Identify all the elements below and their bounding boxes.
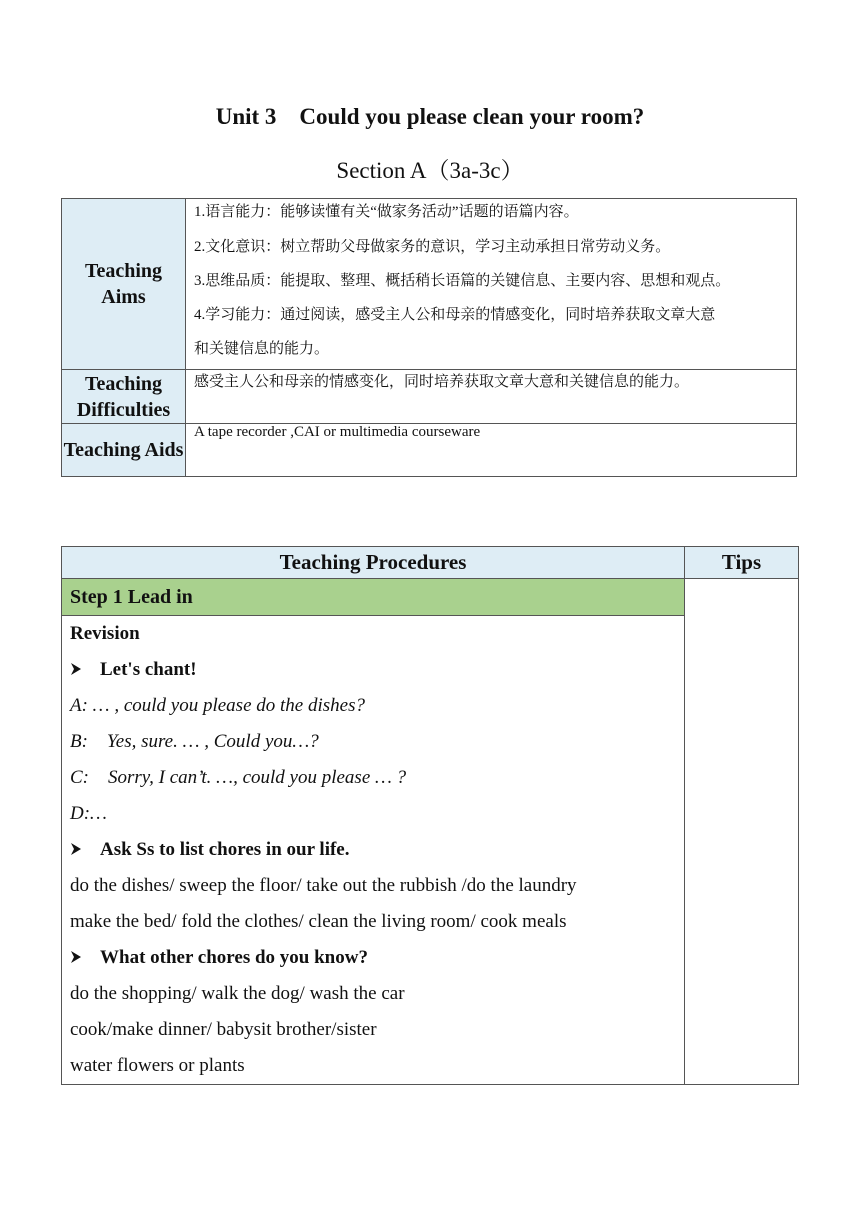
other-chores-line: do the shopping/ walk the dog/ wash the car xyxy=(70,983,405,1004)
aim-item: 2.文化意识：树立帮助父母做家务的意识，学习主动承担日常劳动义务。 xyxy=(194,239,671,255)
aims-row xyxy=(62,199,797,370)
chores-list-line: make the bed/ fold the clothes/ clean the living room/ cook meals xyxy=(70,911,567,932)
tips-cell xyxy=(685,579,799,1085)
chant-heading: Let's chant! xyxy=(100,659,197,680)
arrow-bullet-icon xyxy=(70,652,100,688)
step-row xyxy=(62,579,799,616)
step-title: Step 1 Lead in xyxy=(62,579,685,616)
procedures-header: Teaching Procedures xyxy=(62,547,685,579)
aim-item: 1.语言能力：能够读懂有关“做家务活动”话题的语篇内容。 xyxy=(194,204,579,220)
list-heading: Ask Ss to list chores in our life. xyxy=(100,839,350,860)
aim-item: 4.学习能力：通过阅读，感受主人公和母亲的情感变化，同时培养获取文章大意 xyxy=(194,307,716,323)
step-body xyxy=(62,616,685,1085)
difficulties-content: 感受主人公和母亲的情感变化，同时培养获取文章大意和关键信息的能力。 xyxy=(186,370,797,424)
list-heading-line xyxy=(70,832,684,868)
difficulties-row xyxy=(62,370,797,424)
procedures-header-row xyxy=(62,547,799,579)
aids-label: Teaching Aids xyxy=(62,424,186,477)
aims-label: Teaching Aims xyxy=(62,199,186,370)
other-chores-line: cook/make dinner/ babysit brother/sister xyxy=(70,1019,377,1040)
section-subtitle: Section A（3a-3c） xyxy=(336,158,524,183)
aids-text: A tape recorder ,CAI or multimedia courseware xyxy=(194,424,481,440)
aim-item: 和关键信息的能力。 xyxy=(194,341,330,357)
arrow-bullet-icon xyxy=(70,940,100,976)
other-chores-line: water flowers or plants xyxy=(70,1055,245,1076)
revision-heading: Revision xyxy=(70,623,140,644)
aids-row xyxy=(62,424,797,477)
aim-item: 3.思维品质：能提取、整理、概括稍长语篇的关键信息、主要内容、思想和观点。 xyxy=(194,273,731,289)
aims-content xyxy=(186,199,797,370)
chant-line-a: A: … , could you please do the dishes? xyxy=(70,695,365,716)
chores-list-line: do the dishes/ sweep the floor/ take out the rubbish /do the laundry xyxy=(70,875,577,896)
other-heading-line xyxy=(70,940,684,976)
chant-line-c: C: Sorry, I can’t. …, could you please … ? xyxy=(70,767,407,788)
aids-content xyxy=(186,424,797,477)
procedures-table xyxy=(61,546,799,1085)
chant-line-b: B: Yes, sure. … , Could you…? xyxy=(70,731,319,752)
arrow-bullet-icon xyxy=(70,832,100,868)
chant-line-d: D:… xyxy=(70,803,107,824)
teaching-info-table xyxy=(61,198,797,477)
unit-title: Unit 3 Could you please clean your room? xyxy=(215,104,645,129)
tips-header: Tips xyxy=(685,547,799,579)
difficulties-label: Teaching Difficulties xyxy=(62,370,186,424)
other-heading: What other chores do you know? xyxy=(100,947,368,968)
chant-heading-line xyxy=(70,652,684,688)
